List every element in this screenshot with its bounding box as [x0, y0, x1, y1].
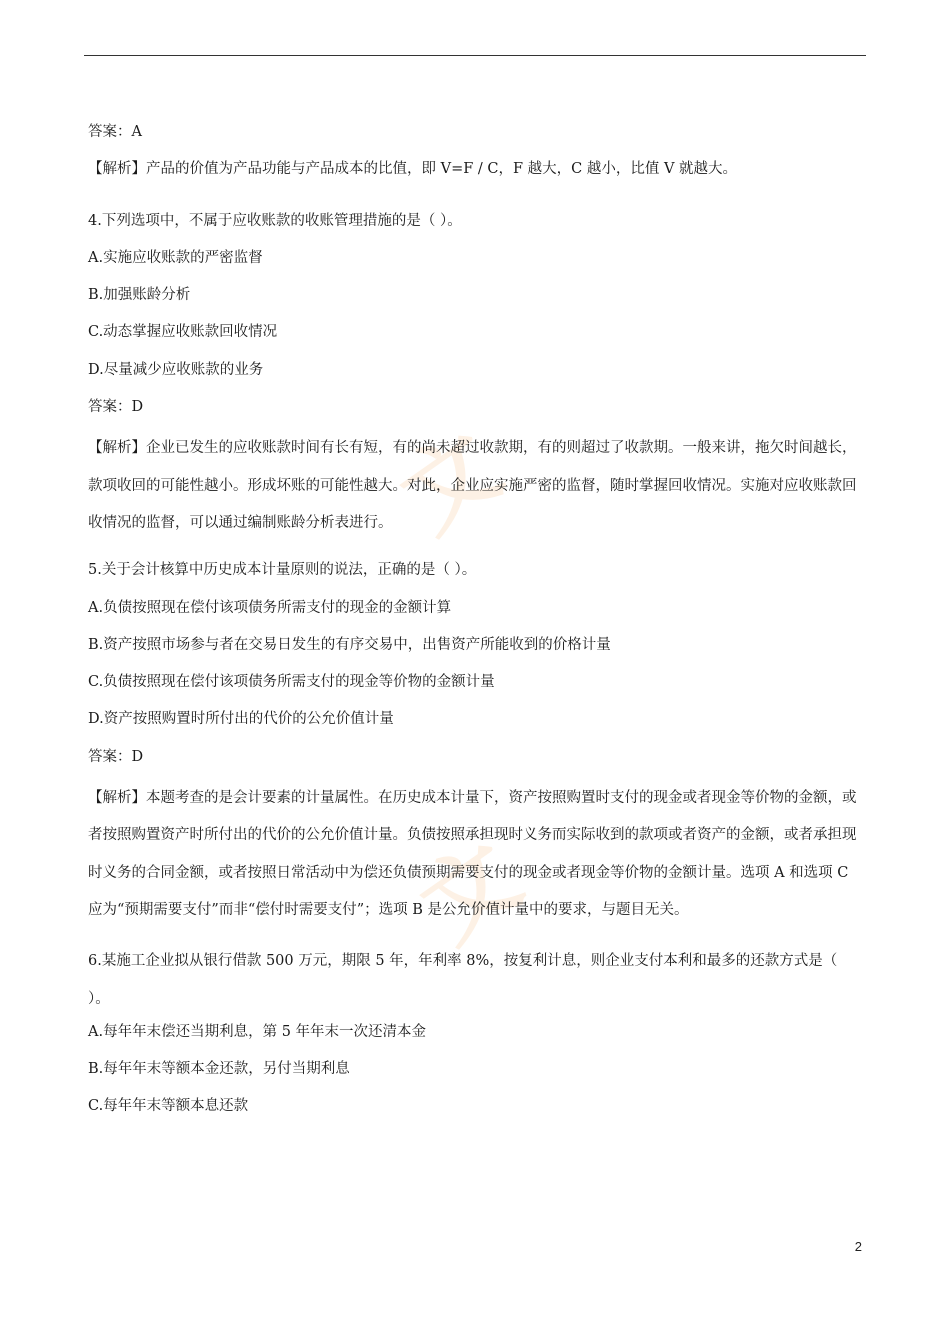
watermark: 文 [401, 821, 539, 963]
answer-3: 答案：A [88, 124, 142, 140]
page-content [88, 118, 863, 1130]
header-rule [84, 55, 866, 56]
question-6: 6.某施工企业拟从银行借款 500 万元，期限 5 年，年利率 8%，按复利计息，则企业支付本利和最多的还款方式是（ ）。 [88, 953, 838, 1007]
option-6b: B.每年年末等额本金还款，另付当期利息 [88, 1061, 350, 1078]
option-5c: C.负债按照现在偿付该项债务所需支付的现金等价物的金额计量 [88, 674, 495, 691]
question-5: 5.关于会计核算中历史成本计量原则的说法，正确的是（ ）。 [88, 562, 477, 579]
question-4: 4.下列选项中，不属于应收账款的收账管理措施的是（ ）。 [88, 212, 462, 229]
watermark: 文 [381, 411, 519, 553]
option-6c: C.每年年末等额本息还款 [88, 1098, 249, 1115]
page-number: 2 [854, 1239, 862, 1254]
answer-4: 答案：D [88, 399, 144, 416]
option-4d: D.尽量减少应收账款的业务 [88, 361, 264, 378]
analysis-3: 【解析】产品的价值为产品功能与产品成本的比值，即 V=F / C，F 越大，C 越小，比值 V 就越大。 [88, 161, 738, 178]
option-5a: A.负债按照现在偿付该项债务所需支付的现金的金额计算 [88, 599, 452, 616]
option-5d: D.资产按照购置时所付出的代价的公允价值计量 [88, 711, 394, 728]
option-4a: A.实施应收账款的严密监督 [88, 249, 263, 266]
option-4b: B.加强账龄分析 [88, 287, 191, 304]
option-6a: A.每年年末偿还当期利息，第 5 年年末一次还清本金 [88, 1023, 427, 1040]
analysis-5: 【解析】本题考查的是会计要素的计量属性。在历史成本计量下，资产按照购置时支付的现金或者现金等价物的金额，或者按照购置资产时所付出的代价的公允价值计量。负债按照承担现时义务而实际收到的款项或者资产的金额，或者承担现时义务的合同金额，或者按照日常活动中为偿还负债预期需要支付的现金或者现金等价物的金额计量。选项 A 和选项 C 应为“预期需要支付”而非“偿付时需要支付”；选项 B 是公允价值计量中的要求，与题目无关。 [88, 790, 857, 918]
answer-5: 答案：D [88, 748, 144, 765]
option-5b: B.资产按照市场参与者在交易日发生的有序交易中，出售资产所能收到的价格计量 [88, 636, 611, 653]
analysis-4: 【解析】企业已发生的应收账款时间有长有短，有的尚未超过收款期，有的则超过了收款期。一般来讲，拖欠时间越长，款项收回的可能性越小。形成坏账的可能性越大。对此，企业应实施严密的监督，随时掌握回收情况。实施对应收账款回收情况的监督，可以通过编制账龄分析表进行。 [88, 440, 857, 531]
option-4c: C.动态掌握应收账款回收情况 [88, 324, 278, 341]
